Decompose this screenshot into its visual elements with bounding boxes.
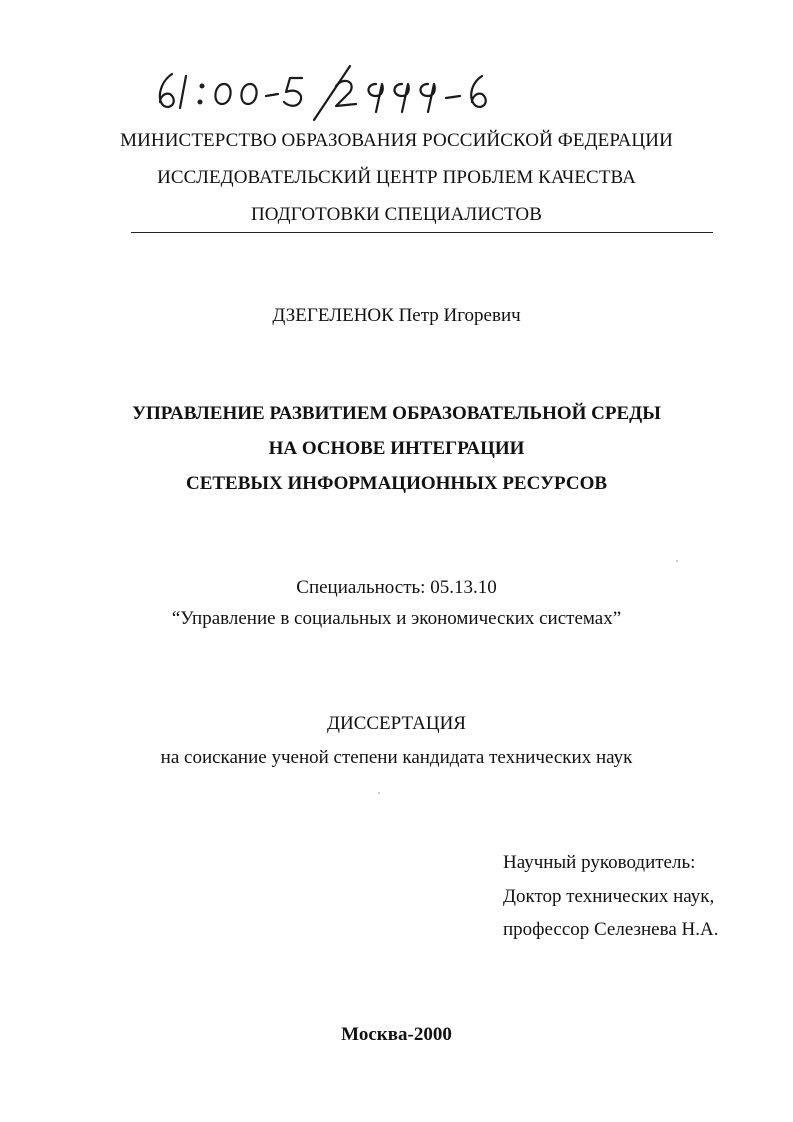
city-year: Москва-2000 [341,1024,452,1045]
supervisor-degree: Доктор технических наук, [503,886,715,907]
thesis-title-line-1: УПРАВЛЕНИЕ РАЗВИТИЕМ ОБРАЗОВАТЕЛЬНОЙ СРЕДЫ [132,403,661,424]
author-name: ДЗЕГЕЛЕНОК Петр Игоревич [272,305,521,326]
specialty-code: Специальность: 05.13.10 [296,577,497,598]
organization-line-2: ИССЛЕДОВАТЕЛЬСКИЙ ЦЕНТР ПРОБЛЕМ КАЧЕСТВА [157,167,636,188]
thesis-title-line-3: СЕТЕВЫХ ИНФОРМАЦИОННЫХ РЕСУРСОВ [185,473,608,494]
supervisor-label: Научный руководитель: [503,852,696,873]
work-type-label: ДИССЕРТАЦИЯ [327,713,466,734]
degree-line: на соискание ученой степени кандидата технических наук [160,747,633,768]
header-divider [131,232,713,233]
specialty-name: “Управление в социальных и экономических системах” [171,608,622,629]
scan-speck [676,560,678,562]
organization-line-1: МИНИСТЕРСТВО ОБРАЗОВАНИЯ РОССИЙСКОЙ ФЕДЕРАЦИИ [120,130,673,151]
supervisor-name: профессор Селезнева Н.А. [503,919,719,940]
handwritten-archive-code-drawing [150,62,530,122]
thesis-title-line-2: НА ОСНОВЕ ИНТЕГРАЦИИ [268,438,525,459]
handwritten-archive-code [150,62,530,122]
organization-line-3: ПОДГОТОВКИ СПЕЦИАЛИСТОВ [250,204,543,225]
scan-speck [378,792,380,794]
